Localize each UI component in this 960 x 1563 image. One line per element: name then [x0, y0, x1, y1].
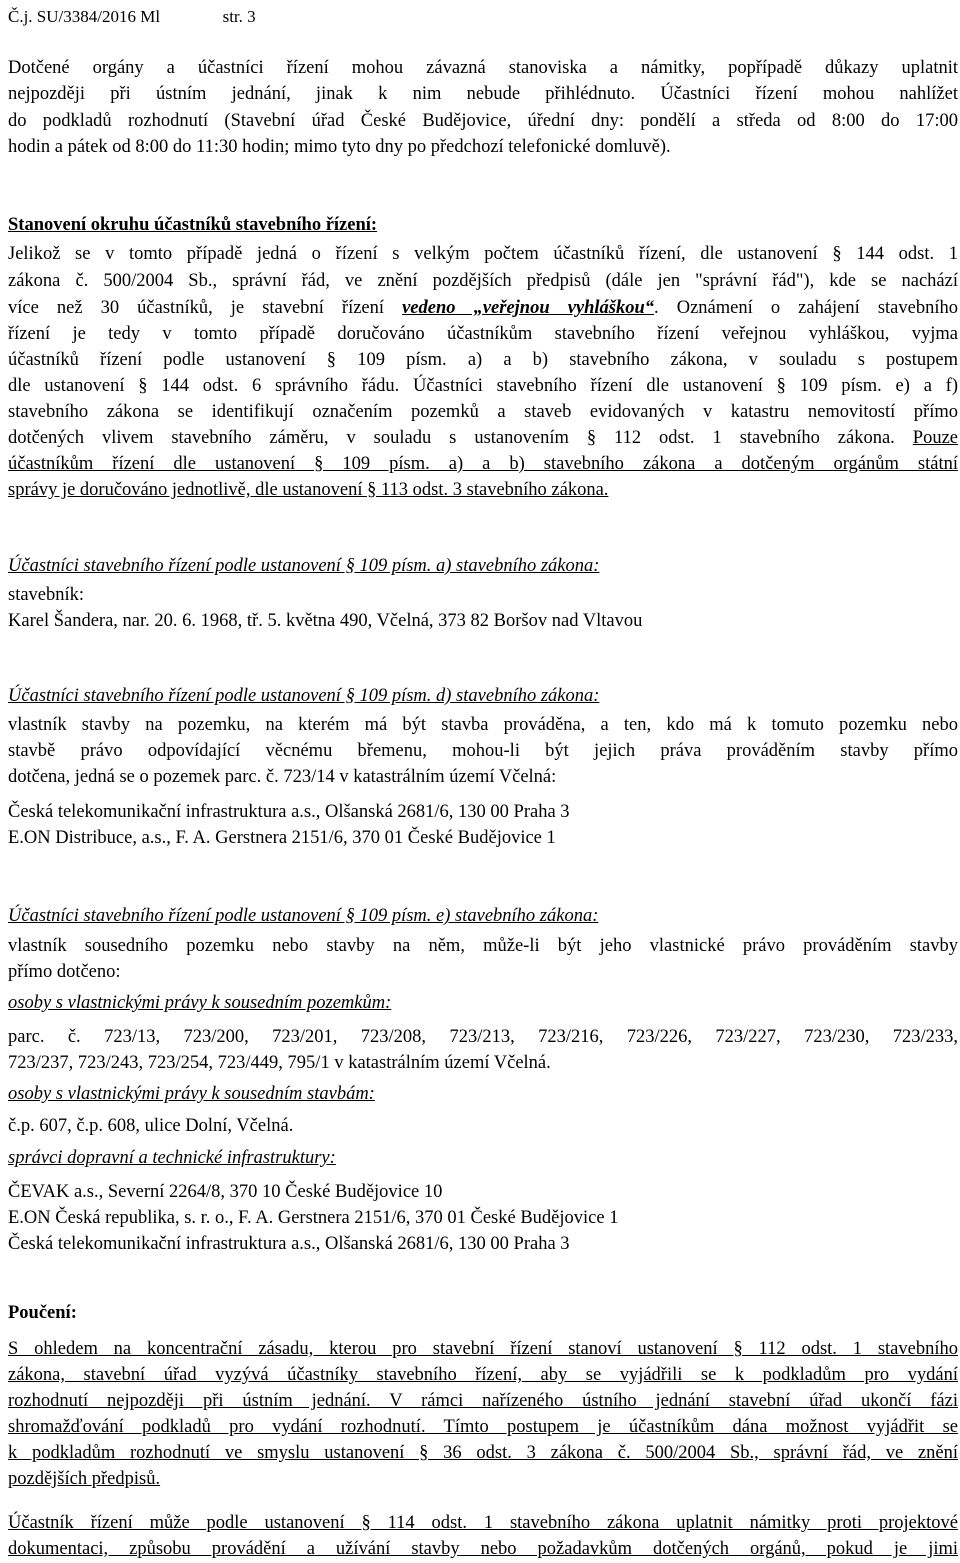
builder-person: Karel Šandera, nar. 20. 6. 1968, tř. 5. května 490, Včelná, 373 82 Boršov nad Vltavou — [8, 611, 643, 631]
okruh-line-5: účastníků řízení podle ustanovení § 109 písm. a) a b) stavebního zákona, v souladu s postupem — [8, 350, 958, 370]
sec-e-line-2: přímo dotčeno: — [8, 962, 121, 982]
administrator-3: Česká telekomunikační infrastruktura a.s., Olšanská 2681/6, 130 00 Praha 3 — [8, 1234, 570, 1254]
parcels-line-2: 723/237, 723/243, 723/254, 723/449, 795/1 v katastrálním území Včelná. — [8, 1053, 551, 1073]
okruh-line-7: stavebního zákona se identifikují označením pozemků a staveb evidovaných v katastru nemovitostí přímo — [8, 402, 958, 422]
public-notice-emphasis: vedeno „veřejnou vyhláškou“ — [402, 298, 655, 318]
intro-line-4: hodin a pátek od 8:00 do 11:30 hodin; mimo tyto dny po předchozí telefonické domluvě). — [8, 137, 671, 157]
subheading-spravci: správci dopravní a technické infrastruktury: — [8, 1148, 336, 1168]
section-heading-e: Účastníci stavebního řízení podle ustanovení § 109 písm. e) stavebního zákona: — [8, 906, 599, 926]
intro-line-3: do podkladů rozhodnutí (Stavební úřad České Budějovice, úřední dny: pondělí a středa od 8:00 do 17:00 — [8, 111, 958, 131]
administrator-2: E.ON Česká republika, s. r. o., F. A. Gerstnera 2151/6, 370 01 České Budějovice 1 — [8, 1208, 619, 1228]
subheading-pozemky: osoby s vlastnickými právy k sousedním pozemkům: — [8, 993, 392, 1013]
administrator-1: ČEVAK a.s., Severní 2264/8, 370 10 České Budějovice 10 — [8, 1182, 443, 1202]
intro-line-1: Dotčené orgány a účastníci řízení mohou závazná stanoviska a námitky, popřípadě důkazy uplatnit — [8, 58, 958, 78]
section-heading-okruh: Stanovení okruhu účastníků stavebního řízení: — [8, 215, 378, 235]
okruh-line-6: dle ustanovení § 144 odst. 6 správního řádu. Účastníci stavebního řízení dle ustanovení § 109 písm. e) a f) — [8, 376, 958, 396]
reference-number: Č.j. SU/3384/2016 Ml — [8, 7, 161, 26]
law-reference: zákona č. 500/2004 Sb. — [8, 271, 213, 291]
pouceni-line-7: Účastník řízení může podle ustanovení § 114 odst. 1 stavebního zákona uplatnit námitky proti projektové — [8, 1513, 958, 1533]
pouceni-line-1: S ohledem na koncentrační zásadu, kterou pro stavební řízení stanoví ustanovení § 112 odst. 1 stavebního — [8, 1339, 958, 1359]
okruh-line-9: účastníkům řízení dle ustanovení § 109 písm. a) a b) stavebního zákona a dotčeným orgánům státní — [8, 454, 958, 474]
okruh-line-4: řízení je tedy v tomto případě doručováno účastníkům stavebního řízení veřejnou vyhláškou, vyjma — [8, 324, 958, 344]
pouceni-line-2: zákona, stavební úřad vyzývá účastníky stavebního řízení, aby se vyjádřili se k podkladům pro vydání — [8, 1365, 958, 1385]
pouceni-line-5: k podkladům rozhodnutí ve smyslu ustanovení § 36 odst. 3 zákona č. 500/2004 Sb., správní řád, ve znění — [8, 1443, 958, 1463]
okruh-line-3: více než 30 účastníků, je stavební řízení vedeno „veřejnou vyhláškou“. Oznámení o zahájení stavebního — [8, 298, 958, 318]
builder-label: stavebník: — [8, 585, 85, 605]
sec-d-party-2: E.ON Distribuce, a.s., F. A. Gerstnera 2151/6, 370 01 České Budějovice 1 — [8, 828, 556, 848]
intro-line-2: nejpozději při ústním jednání, jinak k nim nebude přihlédnuto. Účastníci řízení mohou nahlížet — [8, 84, 958, 104]
parcels-line-1: parc. č. 723/13, 723/200, 723/201, 723/208, 723/213, 723/216, 723/226, 723/227, 723/230, 723/233, — [8, 1027, 958, 1047]
pouceni-line-6: pozdějších předpisů. — [8, 1469, 161, 1489]
section-heading-a: Účastníci stavebního řízení podle ustanovení § 109 písm. a) stavebního zákona: — [8, 556, 600, 576]
sec-d-line-3: dotčena, jedná se o pozemek parc. č. 723/14 v katastrálním území Včelná: — [8, 767, 557, 787]
page-header — [8, 4, 256, 30]
sec-d-line-1: vlastník stavby na pozemku, na kterém má být stavba prováděna, a ten, kdo má k tomuto pozemku nebo — [8, 715, 958, 735]
pouceni-line-4: shromažďování podkladů pro vydání rozhodnutí. Tímto postupem je účastníkům dána možnost vyjádřit se — [8, 1417, 958, 1437]
subheading-stavby: osoby s vlastnickými právy k sousedním stavbám: — [8, 1084, 375, 1104]
buildings-line: č.p. 607, č.p. 608, ulice Dolní, Včelná. — [8, 1116, 294, 1136]
page-number: str. 3 — [222, 7, 256, 26]
okruh-line-10: správy je doručováno jednotlivě, dle ustanovení § 113 odst. 3 stavebního zákona. — [8, 480, 609, 500]
section-heading-pouceni: Poučení: — [8, 1303, 77, 1323]
section-heading-d: Účastníci stavebního řízení podle ustanovení § 109 písm. d) stavebního zákona: — [8, 686, 600, 706]
okruh-line-8: dotčených vlivem stavebního záměru, v souladu s ustanovením § 112 odst. 1 stavebního zákona. Pouze — [8, 428, 958, 448]
sec-e-line-1: vlastník sousedního pozemku nebo stavby na něm, může-li být jeho vlastnické právo prováděním stavby — [8, 936, 958, 956]
pouceni-line-3: rozhodnutí nejpozději při ústním jednání. V rámci nařízeného ústního jednání stavební úřad ukončí fázi — [8, 1391, 958, 1411]
okruh-line-2: zákona č. 500/2004 Sb., správní řád, ve znění pozdějších předpisů (dále jen "správní řád"), kde se nachází — [8, 271, 958, 291]
pouceni-line-8: dokumentaci, způsobu provádění a užívání stavby nebo požadavkům dotčených orgánů, pokud je jimi — [8, 1539, 958, 1559]
sec-d-party-1: Česká telekomunikační infrastruktura a.s., Olšanská 2681/6, 130 00 Praha 3 — [8, 802, 570, 822]
okruh-line-1: Jelikož se v tomto případě jedná o řízení s velkým počtem účastníků řízení, dle ustanovení § 144 odst. 1 — [8, 244, 958, 264]
sec-d-line-2: stavbě právo odpovídající věcnému břemenu, mohou-li být jejich práva prováděním stavby přímo — [8, 741, 958, 761]
